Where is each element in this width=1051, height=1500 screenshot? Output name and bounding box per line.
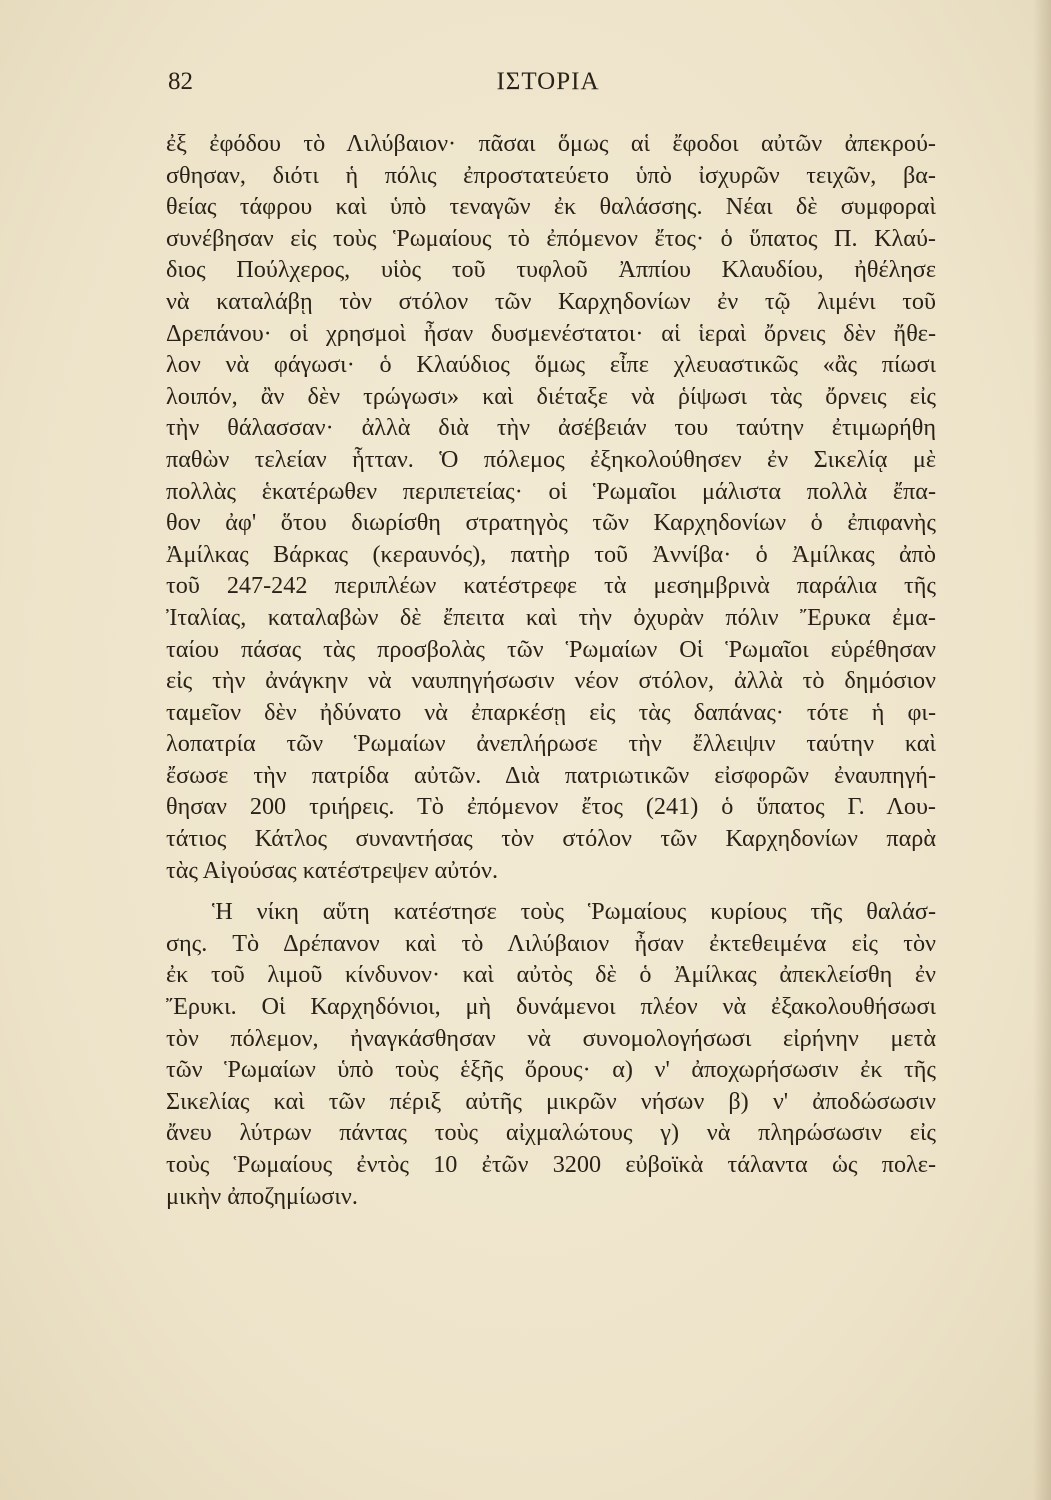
text-line: νὰ καταλάβῃ τὸν στόλον τῶν Καρχηδονίων ἐν τῷ λιμένι τοῦ <box>166 287 936 315</box>
text-line: διος Πούλχερος, υἱὸς τοῦ τυφλοῦ Ἀππίου Κλαυδίου, ἠθέλησε <box>166 256 936 284</box>
text-line: εἰς τὴν ἀνάγκην νὰ ναυπηγήσωσιν νέον στόλον, ἀλλὰ τὸ δημόσιον <box>166 667 936 695</box>
text-line: Δρεπάνου· οἱ χρησμοὶ ἦσαν δυσμενέστατοι· αἱ ἱεραὶ ὄρνεις δὲν ἤθε- <box>166 319 936 347</box>
text-line: θείας τάφρου καὶ ὑπὸ τεναγῶν ἐκ θαλάσσης. Νέαι δὲ συμφοραὶ <box>166 193 936 221</box>
paragraph-2 <box>166 896 936 1212</box>
text-line: τάτιος Κάτλος συναντήσας τὸν στόλον τῶν Καρχηδονίων παρὰ <box>166 825 936 853</box>
page-edge-shadow <box>1033 0 1051 1500</box>
text-line: τῶν Ῥωμαίων ὑπὸ τοὺς ἑξῆς ὅρους· α) ν' ἀποχωρήσωσιν ἐκ τῆς <box>166 1056 936 1084</box>
text-line: τοὺς Ῥωμαίους ἐντὸς 10 ἐτῶν 3200 εὐβοϊκὰ τάλαντα ὡς πολε- <box>166 1151 936 1178</box>
text-line: Ἡ νίκη αὕτη κατέστησε τοὺς Ῥωμαίους κυρίους τῆς θαλάσ- <box>212 898 936 926</box>
text-line: θησαν 200 τριήρεις. Τὸ ἐπόμενον ἔτος (241) ὁ ὕπατος Γ. Λου- <box>166 793 936 821</box>
text-line: θον ἀφ' ὅτου διωρίσθη στρατηγὸς τῶν Καρχηδονίων ὁ ἐπιφανὴς <box>166 509 936 537</box>
text-line: ταμεῖον δὲν ἠδύνατο νὰ ἐπαρκέσῃ εἰς τὰς δαπάνας· τότε ἡ φι- <box>166 698 936 726</box>
text-line: λον νὰ φάγωσι· ὁ Κλαύδιος ὅμως εἶπε χλευαστικῶς «ἂς πίωσι <box>166 351 936 379</box>
text-line: σης. Τὸ Δρέπανον καὶ τὸ Λιλύβαιον ἦσαν ἐκτεθειμένα εἰς τὸν <box>166 929 936 957</box>
text-line: σθησαν, διότι ἡ πόλις ἐπροστατεύετο ὑπὸ ἰσχυρῶν τειχῶν, βα- <box>166 161 936 189</box>
text-line: μικὴν ἀποζημίωσιν. <box>166 1182 358 1210</box>
text-line: ἔσωσε τὴν πατρίδα αὐτῶν. Διὰ πατριωτικῶν εἰσφορῶν ἐναυπηγή- <box>166 761 936 789</box>
page-header <box>168 68 928 102</box>
text-line: ἄνευ λύτρων πάντας τοὺς αἰχμαλώτους γ) νὰ πληρώσωσιν εἰς <box>166 1119 936 1147</box>
text-line: λοπατρία τῶν Ῥωμαίων ἀνεπλήρωσε τὴν ἔλλειψιν ταύτην καὶ <box>166 730 936 758</box>
body-text <box>166 128 936 1212</box>
text-line: ἐξ ἐφόδου τὸ Λιλύβαιον· πᾶσαι ὅμως αἱ ἔφοδοι αὐτῶν ἀπεκρού- <box>166 130 936 157</box>
text-line: πολλὰς ἑκατέρωθεν περιπετείας· οἱ Ῥωμαῖοι μάλιστα πολλὰ ἔπα- <box>166 477 936 505</box>
text-line: παθὼν τελείαν ἧτταν. Ὁ πόλεμος ἐξηκολούθησεν ἐν Σικελίᾳ μὲ <box>166 445 936 473</box>
text-line: ἐκ τοῦ λιμοῦ κίνδυνον· καὶ αὐτὸς δὲ ὁ Ἀμίλκας ἀπεκλείσθη ἐν <box>166 961 936 989</box>
text-line: τὴν θάλασσαν· ἀλλὰ διὰ τὴν ἀσέβειάν του ταύτην ἐτιμωρήθη <box>166 414 936 442</box>
text-line: τὸν πόλεμον, ἠναγκάσθησαν νὰ συνομολογήσωσι εἰρήνην μετὰ <box>166 1024 936 1052</box>
text-line: Ἰταλίας, καταλαβὼν δὲ ἔπειτα καὶ τὴν ὀχυρὰν πόλιν Ἔρυκα ἐμα- <box>166 603 936 631</box>
page-number: 82 <box>168 68 193 95</box>
paragraph-gap <box>166 886 936 896</box>
text-line: τὰς Αἰγούσας κατέστρεψεν αὐτόν. <box>166 856 498 884</box>
text-line: Ἔρυκι. Οἱ Καρχηδόνιοι, μὴ δυνάμενοι πλέον νὰ ἐξακολουθήσωσι <box>166 993 936 1021</box>
text-line: συνέβησαν εἰς τοὺς Ῥωμαίους τὸ ἐπόμενον ἔτος· ὁ ὕπατος Π. Κλαύ- <box>166 224 936 252</box>
text-line: Σικελίας καὶ τῶν πέριξ αὐτῆς μικρῶν νήσων β) ν' ἀποδώσωσιν <box>166 1087 936 1115</box>
text-line: Ἀμίλκας Βάρκας (κεραυνός), πατὴρ τοῦ Ἀννίβα· ὁ Ἀμίλκας ἀπὸ <box>166 540 936 568</box>
text-line: ταίου πάσας τὰς προσβολὰς τῶν Ῥωμαίων Οἱ Ῥωμαῖοι εὑρέθησαν <box>166 635 936 663</box>
running-title: ΙΣΤΟΡΙΑ <box>496 68 600 95</box>
text-line: τοῦ 247-242 περιπλέων κατέστρεφε τὰ μεσημβρινὰ παράλια τῆς <box>166 572 936 600</box>
paragraph-1 <box>166 128 936 886</box>
text-line: λοιπόν, ἂν δὲν τρώγωσι» καὶ διέταξε νὰ ῥίψωσι τὰς ὄρνεις εἰς <box>166 382 936 410</box>
